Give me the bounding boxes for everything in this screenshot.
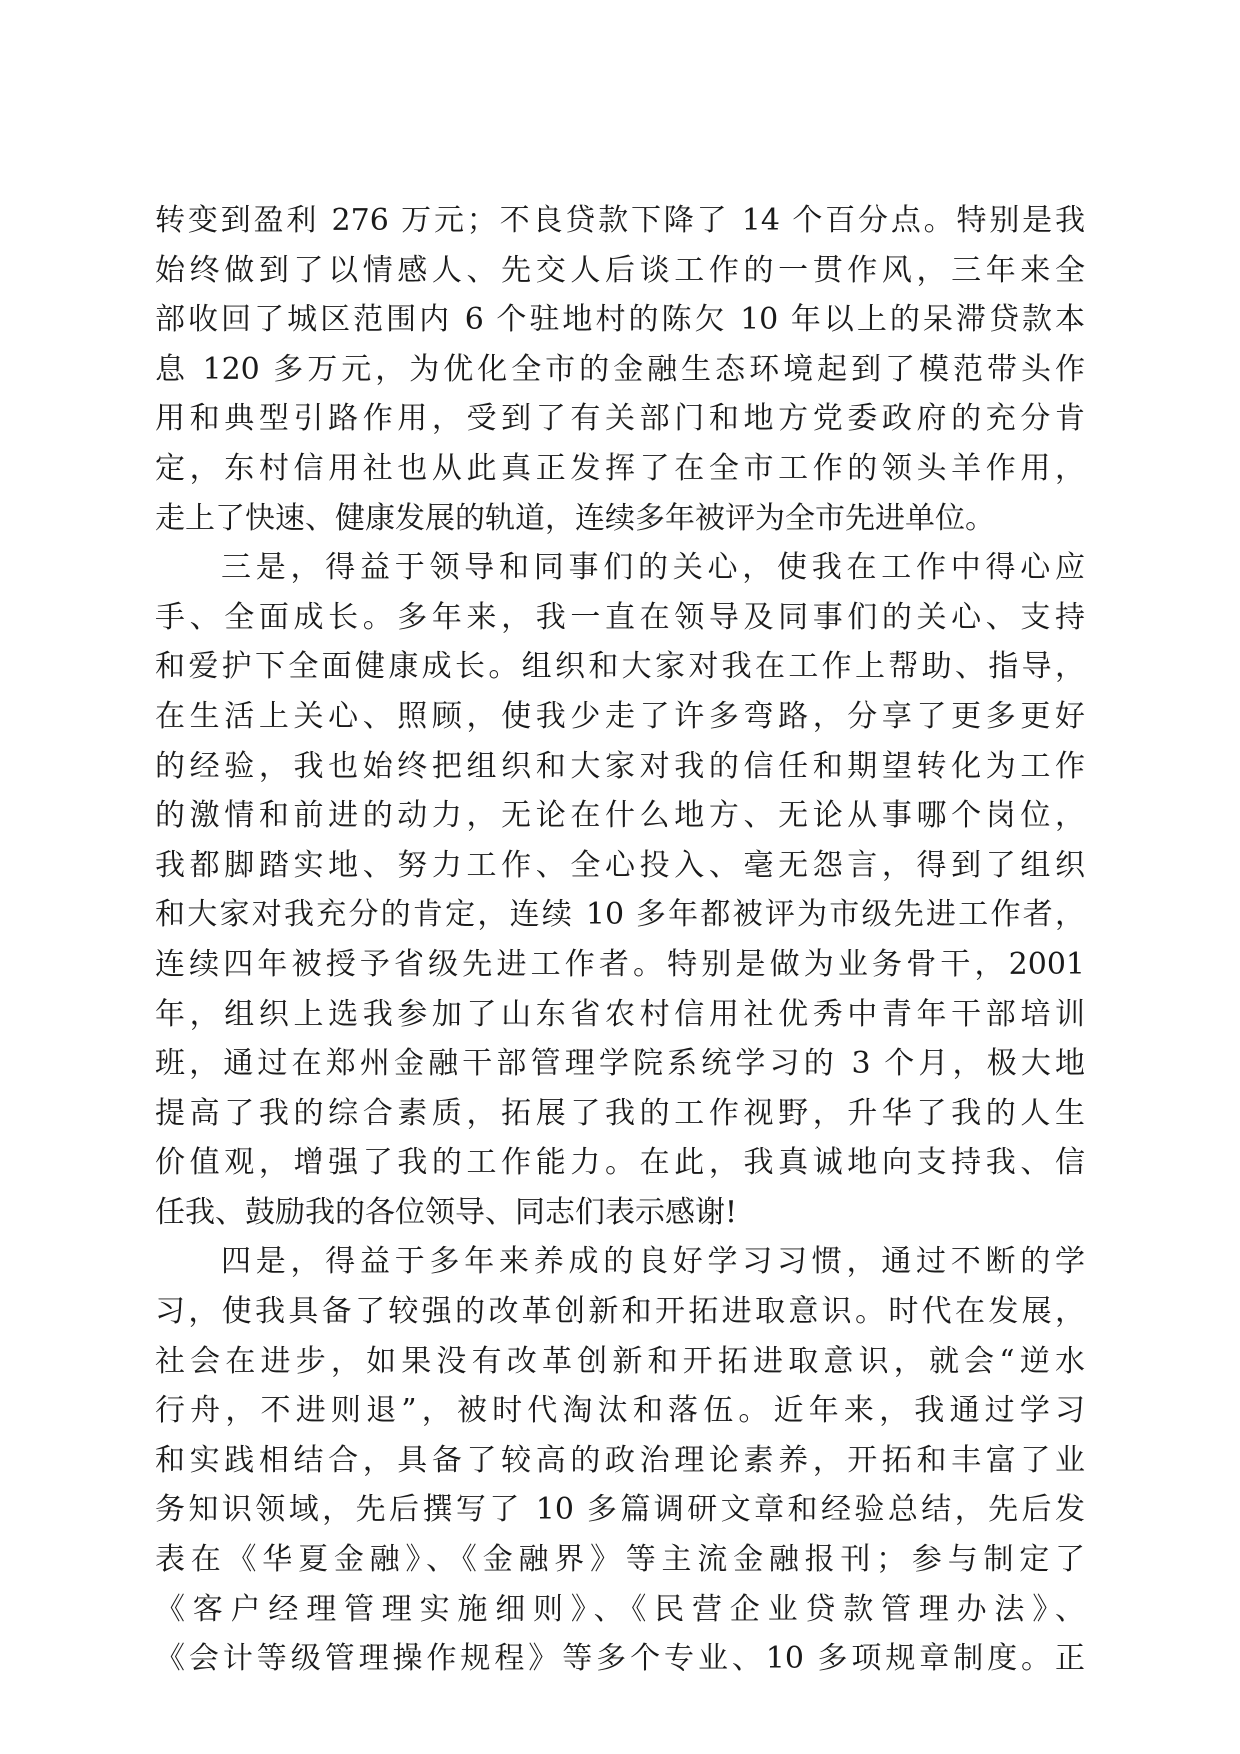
text-line: 和爱护下全面健康成长。组织和大家对我在工作上帮助、指导，: [155, 649, 1085, 685]
text-line: 手、全面成长。多年来，我一直在领导及同事们的关心、支持: [155, 599, 1085, 635]
text-line: 表在《华夏金融》、《金融界》等主流金融报刊；参与制定了: [155, 1542, 1085, 1578]
text-line: 社会在进步，如果没有改革创新和开拓进取意识，就会“逆水: [155, 1343, 1085, 1379]
text-line: 提高了我的综合素质，拓展了我的工作视野，升华了我的人生: [155, 1095, 1085, 1131]
paragraph-1: [155, 196, 1085, 543]
text-line: 连续四年被授予省级先进工作者。特别是做为业务骨干，2001: [155, 946, 1085, 982]
text-line: 《客户经理管理实施细则》、《民营企业贷款管理办法》、: [155, 1591, 1085, 1627]
text-line: 《会计等级管理操作规程》等多个专业、10 多项规章制度。正: [155, 1641, 1085, 1677]
text-line: 在生活上关心、照顾，使我少走了许多弯路，分享了更多更好: [155, 698, 1085, 734]
text-line: 三是，得益于领导和同事们的关心，使我在工作中得心应: [221, 550, 1085, 586]
text-line: 定，东村信用社也从此真正发挥了在全市工作的领头羊作用，: [155, 450, 1085, 486]
text-line: 始终做到了以情感人、先交人后谈工作的一贯作风，三年来全: [155, 252, 1085, 288]
text-line: 走上了快速、健康发展的轨道，连续多年被评为全市先进单位。: [155, 500, 995, 536]
text-line: 和大家对我充分的肯定，连续 10 多年都被评为市级先进工作者，: [155, 897, 1085, 933]
text-line: 任我、鼓励我的各位领导、同志们表示感谢!: [155, 1194, 738, 1230]
text-line: 四是，得益于多年来养成的良好学习习惯，通过不断的学: [221, 1244, 1085, 1280]
text-line: 行舟，不进则退”，被时代淘汰和落伍。近年来，我通过学习: [155, 1393, 1085, 1429]
text-line: 用和典型引路作用，受到了有关部门和地方党委政府的充分肯: [155, 401, 1085, 437]
body-text: [155, 196, 1085, 1684]
text-line: 转变到盈利 276 万元；不良贷款下降了 14 个百分点。特别是我: [155, 203, 1085, 238]
text-line: 年，组织上选我参加了山东省农村信用社优秀中青年干部培训: [155, 996, 1085, 1032]
text-line: 的经验，我也始终把组织和大家对我的信任和期望转化为工作: [155, 748, 1085, 784]
text-line: 我都脚踏实地、努力工作、全心投入、毫无怨言，得到了组织: [155, 847, 1085, 883]
text-line: 的激情和前进的动力，无论在什么地方、无论从事哪个岗位，: [155, 798, 1085, 834]
text-line: 价值观，增强了我的工作能力。在此，我真诚地向支持我、信: [155, 1145, 1085, 1181]
paragraph-2: [155, 543, 1085, 1237]
paragraph-3: [155, 1237, 1085, 1683]
text-line: 习，使我具备了较强的改革创新和开拓进取意识。时代在发展，: [155, 1294, 1085, 1330]
text-line: 部收回了城区范围内 6 个驻地村的陈欠 10 年以上的呆滞贷款本: [155, 302, 1085, 338]
text-line: 息 120 多万元，为优化全市的金融生态环境起到了模范带头作: [155, 351, 1085, 387]
text-line: 班，通过在郑州金融干部管理学院系统学习的 3 个月，极大地: [155, 1046, 1085, 1082]
text-line: 和实践相结合，具备了较高的政治理论素养，开拓和丰富了业: [155, 1442, 1085, 1478]
text-line: 务知识领域，先后撰写了 10 多篇调研文章和经验总结，先后发: [155, 1492, 1085, 1528]
